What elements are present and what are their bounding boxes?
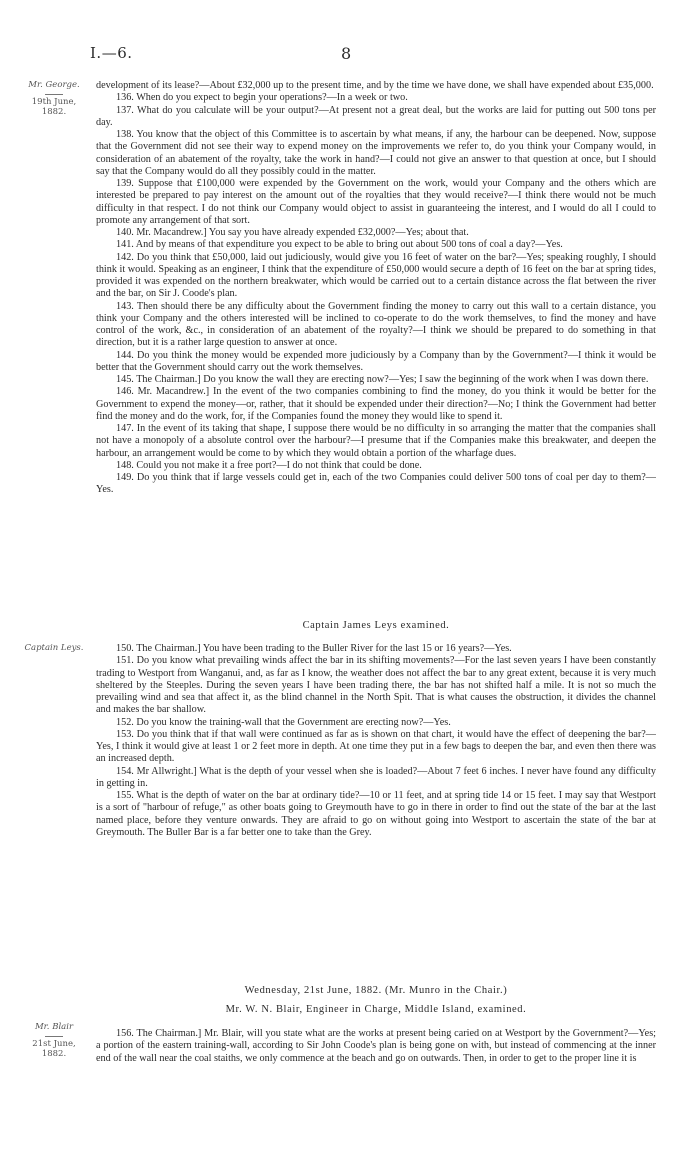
margin-date: 19th June, 1882. — [31, 96, 77, 117]
heading-sitting-date: Wednesday, 21st June, 1882. (Mr. Munro in the Chair.) — [244, 985, 508, 996]
margin-note-leys — [20, 643, 88, 654]
paragraph: 140. Mr. Macandrew.] You say you have already expended £32,000?—Yes; about that. — [116, 227, 469, 238]
paragraph: 146. Mr. Macandrew.] In the event of the two companies combining to find the money, do you think it would be better for the Government to expend the money—or, rather, that it should be expended under their direction?—No; I think the Government had better find the money and do the work, for, if the Companies found the money they would like to spend it. — [96, 386, 656, 422]
paragraph: 138. You know that the object of this Committee is to ascertain by what means, if any, the harbour can be deepened. Now, suppose that the Government did not see their way to expend money on the improvements we refer to, do you think your Company would, in consideration of an abatement of the royalty, take the work in hand?—I could not give an answer to that question at once, but I should say that the Company would do all they possibly could in the matter. — [96, 129, 656, 177]
margin-divider — [45, 1036, 63, 1037]
paragraph: 144. Do you think the money would be expended more judiciously by a Company than by the Government?—I think it would be better that the Government should carry out the work themselves. — [96, 349, 656, 373]
margin-note-blair — [20, 1022, 88, 1060]
margin-name: Captain Leys. — [24, 643, 84, 653]
paragraph: 155. What is the depth of water on the bar at ordinary tide?—10 or 11 feet, and at spring tide 14 or 15 feet. I may say that Westport is a sort of "harbour of refuge," as other boats going to Greymouth have to go in there in order to find out the state of the bar at the last named place, before they venture onwards. They are afraid to go on without going into Westport to ascertain the state of the bar at Greymouth. The Buller Bar is a far better one to take than the Grey. — [96, 790, 656, 838]
paragraph: 141. And by means of that expenditure you expect to be able to bring out about 500 tons of coal a day?—Yes. — [116, 239, 563, 251]
paragraph: 136. When do you expect to begin your operations?—In a week or two. — [116, 92, 408, 104]
paragraph: 150. The Chairman.] You have been trading to the Buller River for the last 15 or 16 years?—Yes. — [116, 643, 512, 654]
margin-date: 21st June, 1882. — [32, 1038, 76, 1059]
paragraph: 145. The Chairman.] Do you know the wall they are erecting now?—Yes; I saw the beginning of the work when I was down there. — [116, 374, 649, 385]
paragraph: 153. Do you think that if that wall were continued as far as is shown on that chart, it would have the effect of deepening the bar?—Yes, I think it would give at least 1 or 2 feet more in depth. At one time they put in a few bags to deepen the bar, and even then there was an increased depth. — [96, 728, 656, 765]
heading-blair-examined: Mr. W. N. Blair, Engineer in Charge, Middle Island, examined. — [225, 1004, 527, 1015]
paragraph: 156. The Chairman.] Mr. Blair, will you state what are the works at present being caried on at Westport by the Government?—Yes; a portion of the eastern training-wall, according to Sir John Coode's plan is being gone on with, but instead of commencing at the inner end of the wall near the coal staiths, we only commence at the beach and go on outwards. Then, in order to get to the proper line it is — [96, 1028, 656, 1064]
paragraph: 137. What do you calculate will be your output?—At present not a great deal, but the works are laid for putting out 500 tons per day. — [96, 104, 656, 128]
paragraph: development of its lease?—About £32,000 up to the present time, and by the time we have done, we shall have expended about £35,000. — [96, 80, 654, 91]
testimony-block-leys — [96, 643, 656, 839]
paragraph: 149. Do you think that if large vessels could get in, each of the two Companies could deliver 500 tons of coal per day to them?—Yes. — [96, 472, 656, 496]
header-document-code: I.—6. — [90, 44, 133, 62]
heading-captain-leys-examined: Captain James Leys examined. — [302, 620, 450, 631]
paragraph: 147. In the event of its taking that shape, I suppose there would be no difficulty in so arranging the matter that the companies shall not have a monopoly of a absolute control over the harbour?—I presume that if the Companies make this breakwater, and deepen the harbour, an arrangement would be come to by which they would obtain a portion of the wharfage dues. — [96, 423, 656, 459]
margin-divider — [45, 94, 63, 95]
paragraph: 151. Do you know what prevailing winds affect the bar in its shifting movements?—For the last seven years I have been constantly trading to Westport from Wanganui, and, as far as I know, the weather does not affect the bar to any great extent, because it is very much sheltered by the Steeples. During the seven years I have been trading there, the bar has not shifted half a mile. It is not so much the prevailing wind and sea that affect it, as the blind channel in the North Spit. That is what causes the obstruction, it divides the channel and makes the bar shallow. — [96, 655, 656, 716]
testimony-block-george — [96, 80, 656, 497]
paragraph: 152. Do you know the training-wall that the Government are erecting now?—Yes. — [116, 716, 451, 728]
testimony-block-blair — [96, 1028, 656, 1065]
paragraph: 148. Could you not make it a free port?—I do not think that could be done. — [116, 459, 422, 471]
paragraph: 154. Mr Allwright.] What is the depth of your vessel when she is loaded?—About 7 feet 6 inches. I never have found any difficulty in getting in. — [96, 765, 656, 789]
margin-name: Mr. Blair — [34, 1022, 74, 1032]
paragraph: 143. Then should there be any difficulty about the Government finding the money to carry out this wall to a certain distance, you think your Company and the others interested will be inclined to co-operate to do the work themselves, to find the money and have control of the work, &c., in consideration of an abatement of the royalty?—I think we should be prepared to do something in that direction, but it is a rather large question to answer at once. — [96, 300, 656, 349]
margin-note-george — [20, 80, 88, 118]
margin-name: Mr. George. — [28, 80, 80, 90]
paragraph: 142. Do you think that £50,000, laid out judiciously, would give you 16 feet of water on the bar?—Yes; speaking roughly, I should think it would. Speaking as an engineer, I think that the expenditure of £50,000 would secure a depth of 16 feet on the bar at spring tides, provided it was expended on the northern breakwater, which would be carried out to a certain distance across the flat between the river and the bar, on Sir J. Coode's plan. — [96, 251, 656, 300]
paragraph: 139. Suppose that £100,000 were expended by the Government on the work, would your Company and the others which are interested be prepared to pay interest on the amount out of the royalties that they would receive?—I think there would not be much difficulty in that respect. I do not think our Company would object to assist in guaranteeing the interest, and I would do all I could to promote any arrangement of that sort. — [96, 178, 656, 226]
page-number: 8 — [341, 44, 352, 63]
